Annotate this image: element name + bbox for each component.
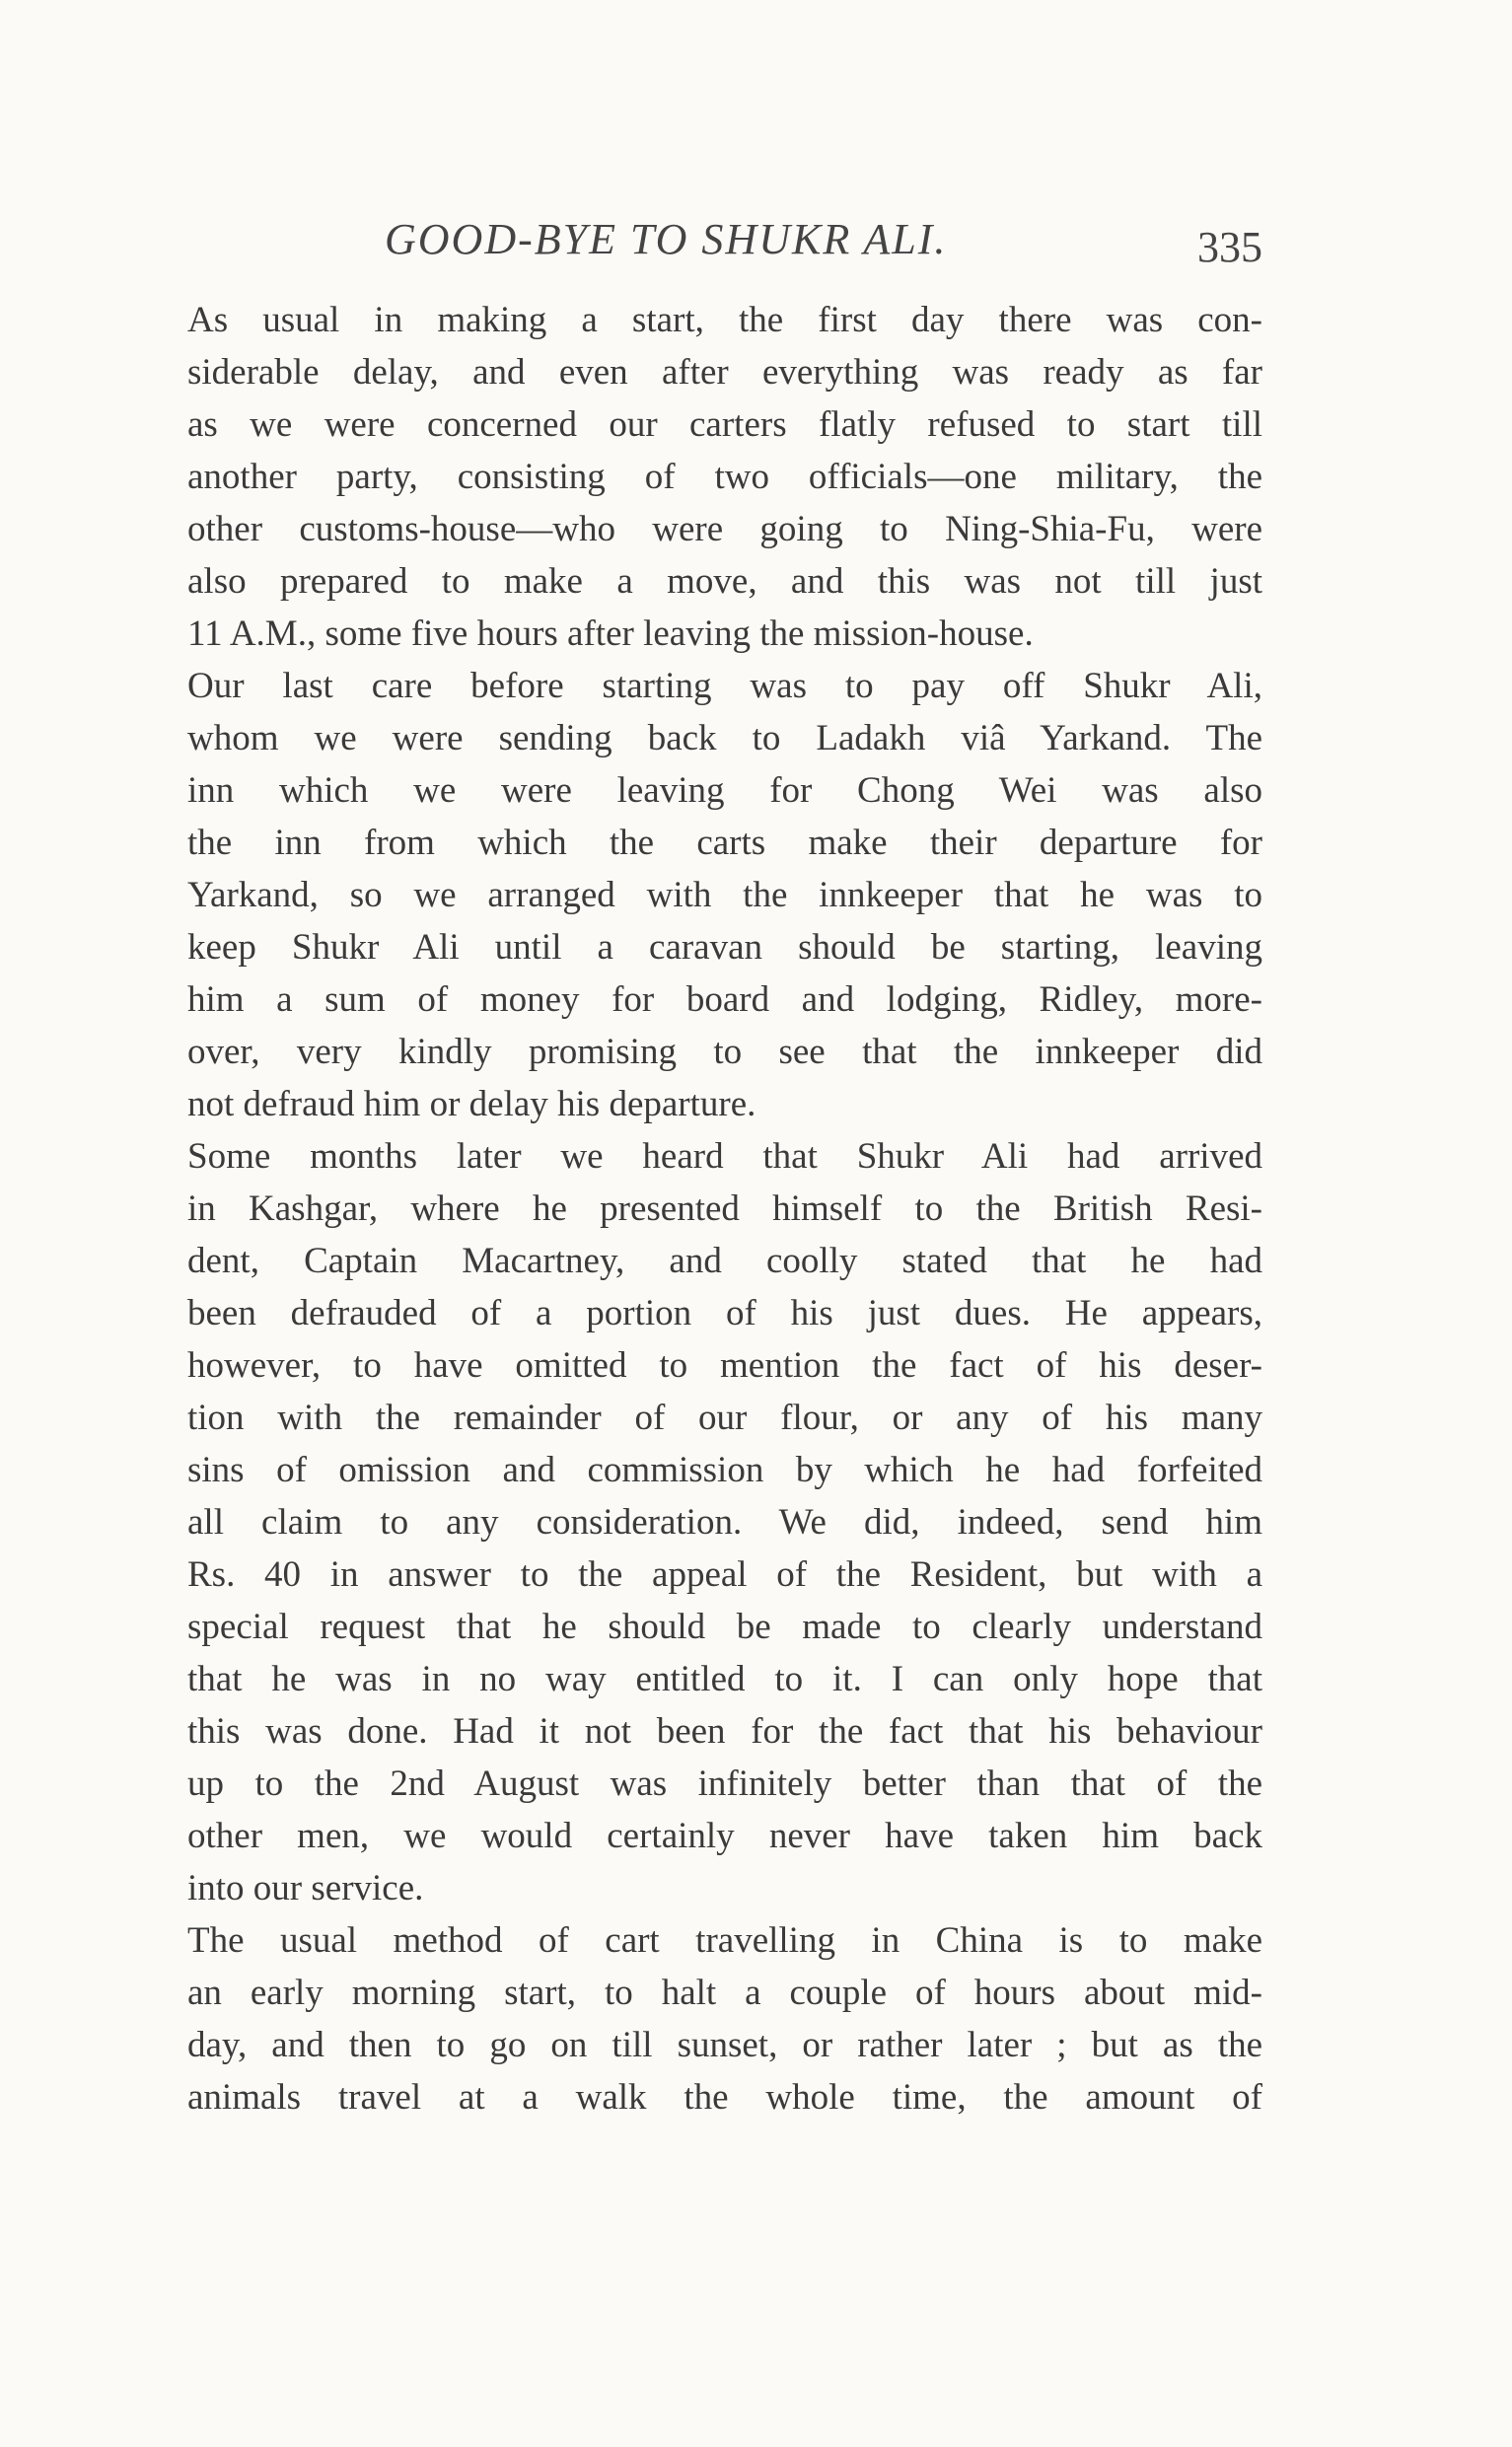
text-line: whom we were sending back to Ladakh viâ Yarkand. The	[187, 718, 1262, 758]
body-text	[187, 294, 1262, 2123]
text-line: another party, consisting of two officials—one military, the	[187, 457, 1262, 497]
text-line: also prepared to make a move, and this was not till just	[187, 561, 1262, 602]
text-line: in Kashgar, where he presented himself to the British Resi-	[187, 1188, 1262, 1229]
text-line: into our service.	[187, 1868, 424, 1908]
text-line: siderable delay, and even after everything was ready as far	[187, 352, 1262, 393]
text-line: over, very kindly promising to see that the innkeeper did	[187, 1032, 1262, 1072]
text-line: keep Shukr Ali until a caravan should be starting, leaving	[187, 927, 1262, 968]
text-line: as we were concerned our carters flatly refused to start till	[187, 404, 1262, 445]
page-number: 335	[1197, 223, 1262, 271]
text-line: up to the 2nd August was infinitely better than that of the	[187, 1763, 1262, 1804]
text-line: dent, Captain Macartney, and coolly stated that he had	[187, 1241, 1262, 1281]
text-line: that he was in no way entitled to it. I can only hope that	[187, 1659, 1262, 1699]
text-line: not defraud him or delay his departure.	[187, 1084, 756, 1124]
text-line: inn which we were leaving for Chong Wei was also	[187, 770, 1262, 811]
text-line: sins of omission and commission by which he had forfeited	[187, 1450, 1262, 1490]
text-line: Some months later we heard that Shukr Ali had arrived	[187, 1136, 1262, 1177]
text-line: other customs-house—who were going to Ning-Shia-Fu, were	[187, 509, 1262, 549]
text-line: an early morning start, to halt a couple of hours about mid-	[187, 1973, 1262, 2013]
text-line: all claim to any consideration. We did, indeed, send him	[187, 1502, 1262, 1543]
running-head	[187, 204, 1262, 273]
text-line: special request that he should be made to clearly understand	[187, 1607, 1262, 1647]
text-line: As usual in making a start, the first day there was con-	[187, 300, 1262, 340]
text-line: Yarkand, so we arranged with the innkeeper that he was to	[187, 875, 1262, 915]
text-line: day, and then to go on till sunset, or rather later ; but as the	[187, 2025, 1262, 2065]
text-line: this was done. Had it not been for the fact that his behaviour	[187, 1711, 1262, 1752]
text-line: 11 A.M., some five hours after leaving the mission-house.	[187, 613, 1034, 654]
text-line: tion with the remainder of our flour, or any of his many	[187, 1398, 1262, 1438]
text-line: been defrauded of a portion of his just dues. He appears,	[187, 1293, 1262, 1333]
text-line: other men, we would certainly never have taken him back	[187, 1816, 1262, 1856]
text-line: however, to have omitted to mention the fact of his deser-	[187, 1345, 1262, 1386]
text-line: Rs. 40 in answer to the appeal of the Resident, but with a	[187, 1554, 1262, 1595]
text-line: the inn from which the carts make their departure for	[187, 823, 1262, 863]
text-line: The usual method of cart travelling in China is to make	[187, 1920, 1262, 1961]
text-line: animals travel at a walk the whole time, the amount of	[187, 2077, 1262, 2118]
text-line: him a sum of money for board and lodging, Ridley, more-	[187, 979, 1262, 1020]
running-title: GOOD-BYE TO SHUKR ALI.	[385, 215, 948, 263]
text-line: Our last care before starting was to pay off Shukr Ali,	[187, 666, 1262, 706]
